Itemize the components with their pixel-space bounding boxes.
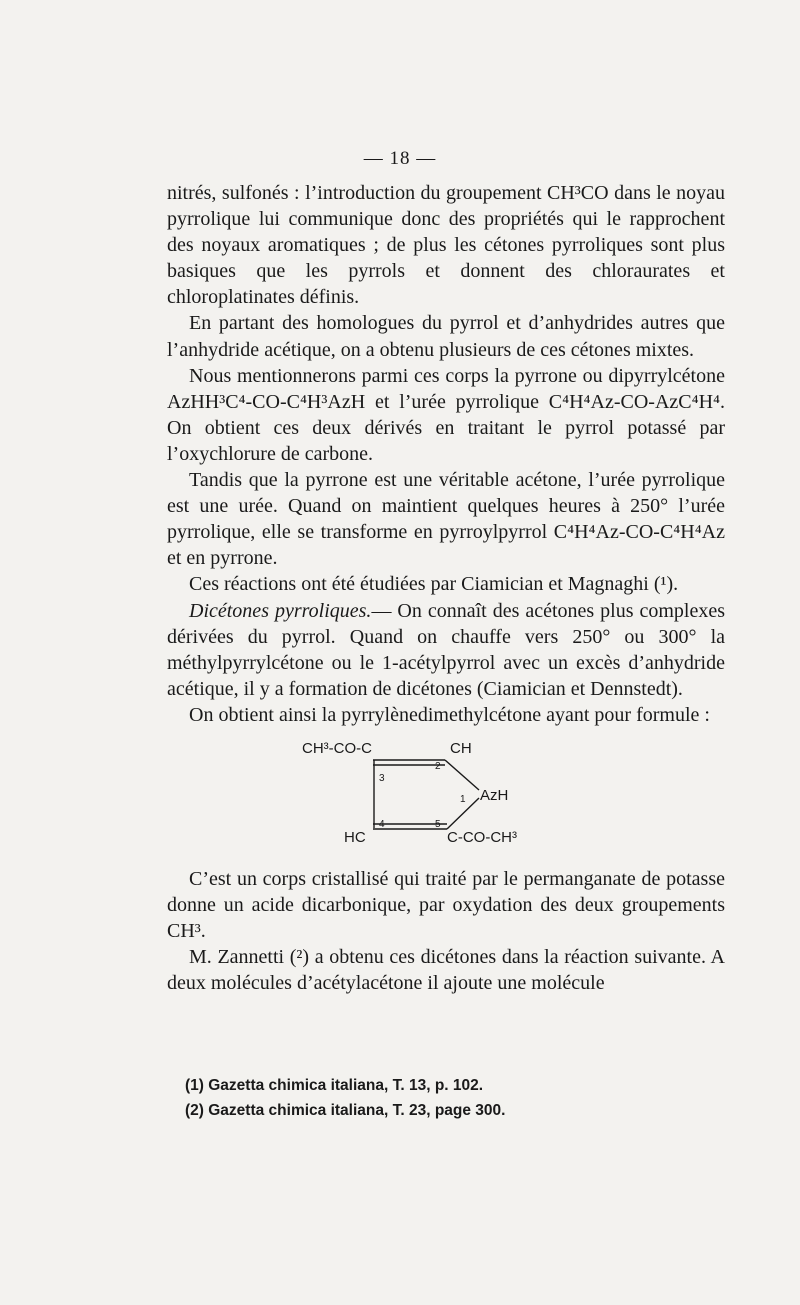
footnote-1: (1) Gazetta chimica italiana, T. 13, p. 102. <box>185 1077 484 1094</box>
formula-position-4: 4 <box>379 818 385 830</box>
structural-formula <box>167 732 725 860</box>
formula-bottom-left: HC <box>344 828 366 846</box>
paragraph-1: nitrés, sulfonés : l’introduction du groupement CH³CO dans le noyau pyrrolique lui communique donc des propriétés qui le rapprochent des noyaux aromatiques ; de plus les cétones pyrroliques sont plus basiques que les pyrrols et donnent des chloraurates et chloroplatinates définis. <box>167 182 725 309</box>
paragraph-4: Tandis que la pyrrone est une véritable acétone, l’urée pyrrolique est une urée. Quand on maintient quelques heures à 250° l’urée pyrrolique, elle se transforme en pyrroylpyrrol C⁴H⁴Az-CO-C⁴H⁴Az et en pyrrone. <box>167 469 725 570</box>
formula-position-5: 5 <box>435 818 441 830</box>
page-number: — 18 — <box>363 148 437 169</box>
formula-right: AzH <box>480 786 509 804</box>
pyrrole-ring-diagram <box>167 732 725 860</box>
formula-position-3: 3 <box>379 772 385 784</box>
footnote-2: (2) Gazetta chimica italiana, T. 23, page 300. <box>185 1102 506 1119</box>
formula-position-1: 1 <box>460 793 466 805</box>
paragraph-7: On obtient ainsi la pyrrylènedimethylcétone ayant pour formule : <box>189 703 710 726</box>
formula-position-2: 2 <box>435 760 441 772</box>
paragraph-6 <box>167 598 725 702</box>
paragraph-8: C’est un corps cristallisé qui traité par le permanganate de potasse donne un acide dicarbonique, par oxydation des deux groupements CH³. <box>167 867 725 943</box>
paragraph-5: Ces réactions ont été étudiées par Ciamician et Magnaghi (¹). <box>189 573 679 596</box>
paragraph-6-body: — On connaît des acétones plus complexes dérivées du pyrrol. Quand on chauffe vers 250° ou 300° la méthylpyrrylcétone ou le 1-acétylpyrrol avec un excès d’anhydride acétique, il y a formation de dicétones (Ciamician et Dennstedt). <box>167 599 726 700</box>
body-text <box>167 180 725 996</box>
section-title-dicetones: Dicétones pyrroliques. <box>189 599 372 622</box>
paragraph-3: Nous mentionnerons parmi ces corps la pyrrone ou dipyrrylcétone AzHH³C⁴-CO-C⁴H³AzH et l’urée pyrrolique C⁴H⁴Az-CO-AzC⁴H⁴. On obtient ces deux dérivés en traitant le pyrrol potassé par l’oxychlorure de carbone. <box>167 364 725 465</box>
paragraph-2: En partant des homologues du pyrrol et d’anhydrides autres que l’anhydride acétique, on a obtenu plusieurs de ces cétones mixtes. <box>167 312 725 361</box>
footnotes <box>185 1073 725 1123</box>
formula-top-right: CH <box>450 739 472 757</box>
formula-top-left: CH³-CO-C <box>302 739 372 757</box>
formula-bottom-right: C-CO-CH³ <box>447 828 517 846</box>
paragraph-9: M. Zannetti (²) a obtenu ces dicétones dans la réaction suivante. A deux molécules d’acétylacétone il ajoute une molécule <box>167 946 725 995</box>
